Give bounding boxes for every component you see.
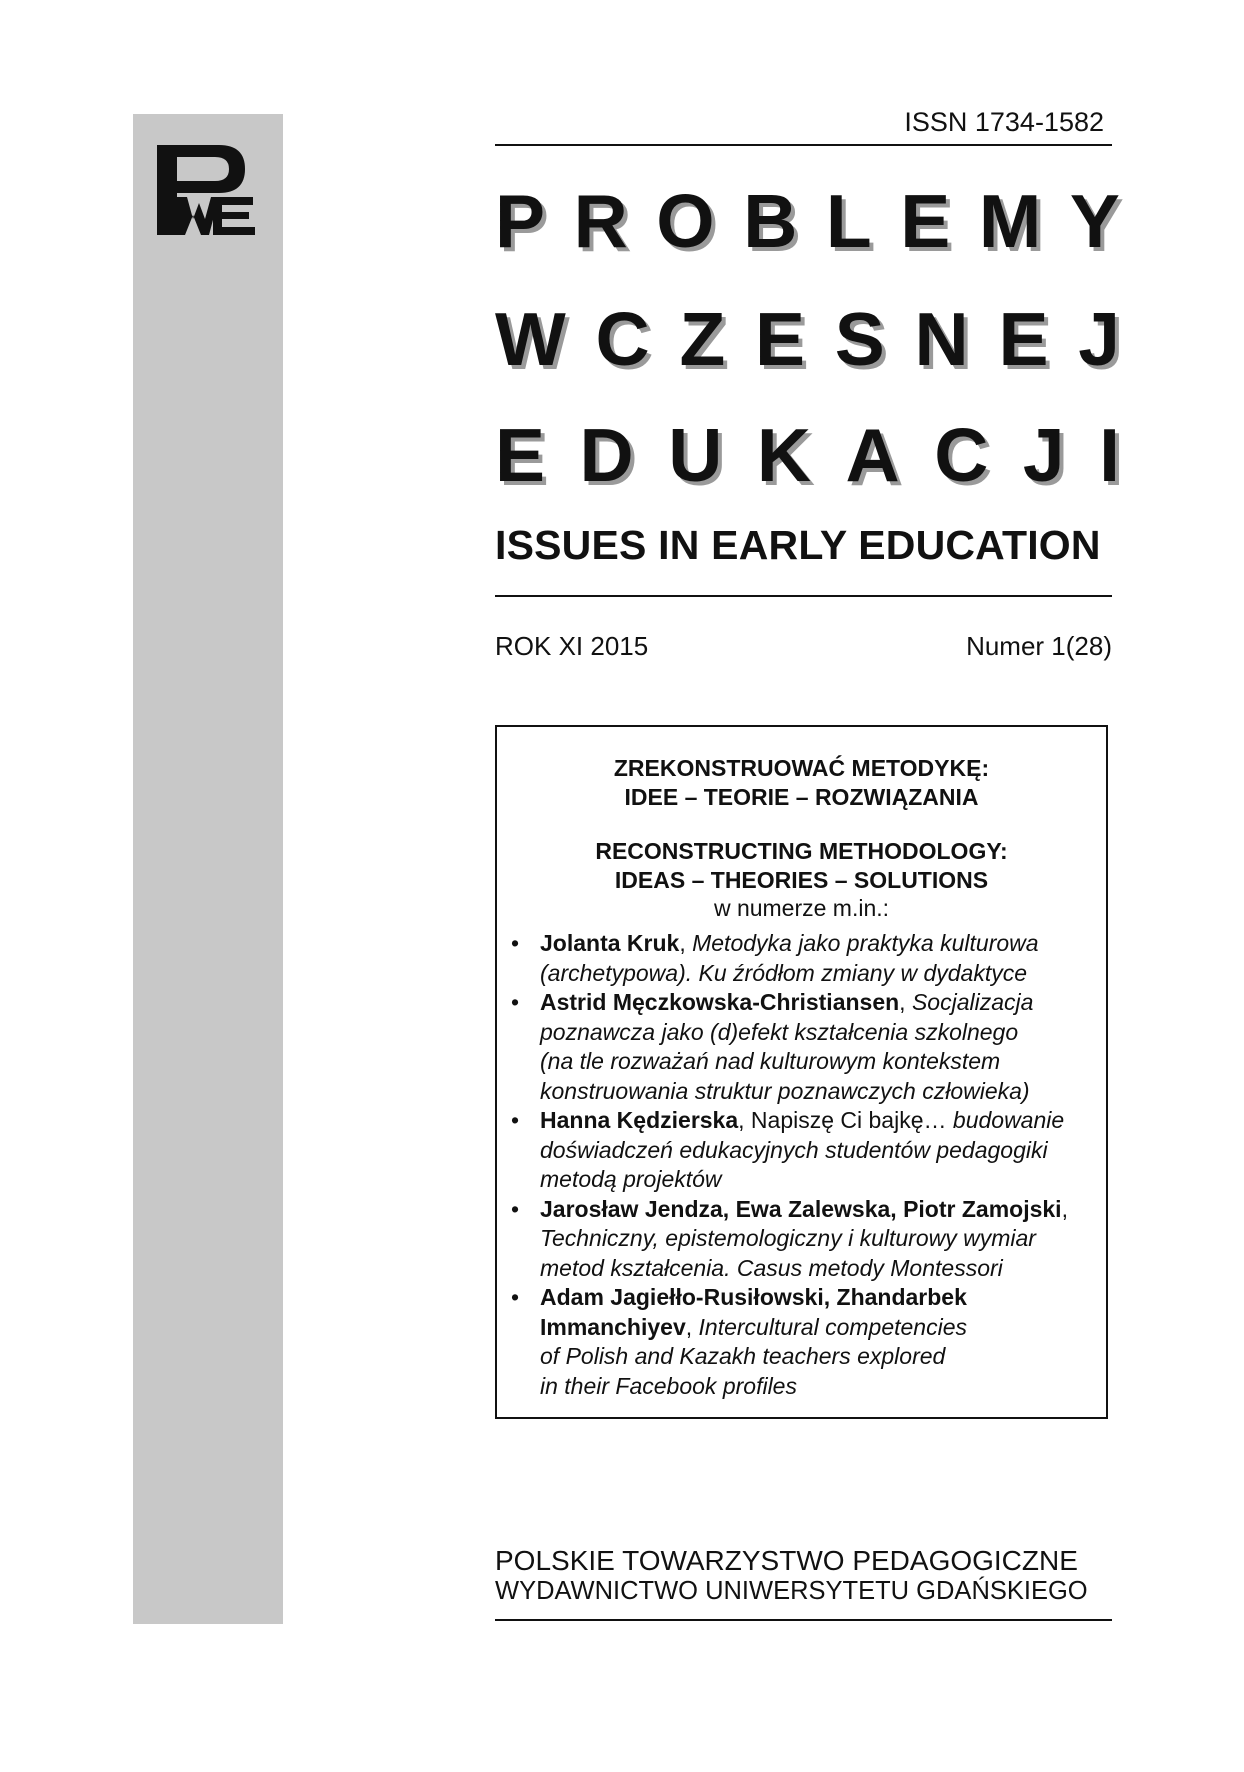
title-letter: L [825,179,872,263]
article-title: of Polish and Kazakh teachers explored [540,1343,946,1369]
heading-en-1: RECONSTRUCTING METHODOLOGY: [595,838,1008,864]
article-author: Immanchiyev [540,1313,686,1340]
heading-pl-2: IDEE – TEORIE – ROZWIĄZANIA [624,784,979,810]
cover-side-band [133,114,283,1624]
bottom-rule [495,1619,1112,1621]
title-letter: I [1099,413,1120,497]
volume-year: ROK XI 2015 [495,631,649,661]
list-item [511,1283,1101,1401]
top-rule [495,144,1112,146]
title-line-3 [495,412,1120,498]
title-letter: R [573,179,628,263]
title-letter: E [998,297,1049,381]
title-letter: C [595,297,650,381]
title-letter: K [756,413,812,497]
bullet: • [511,1284,520,1310]
title-letter: S [834,297,885,381]
subtitle-rule [495,595,1112,597]
title-letter: A [845,413,900,497]
title-letter: E [900,179,951,263]
article-title: metod kształcenia. Casus metody Montessori [540,1254,1003,1281]
bullet: • [511,1195,520,1222]
title-line-1 [495,178,1120,264]
issn: ISSN 1734-1582 [904,107,1104,137]
title-letter: W [495,297,566,381]
heading-pl-1: ZREKONSTRUOWAĆ METODYKĘ: [613,755,990,781]
title-letter: Y [1069,179,1120,263]
article-title-plain: Napiszę Ci bajkę… [750,1107,947,1133]
title-letter: J [1022,413,1065,497]
title-letter: E [495,413,546,497]
list-item [511,929,1101,988]
article-author: Jarosław Jendza, Ewa Zalewska, Piotr Zamojski [540,1195,1062,1222]
title-letter: D [579,413,634,497]
title-letter: B [743,179,798,263]
article-title: poznawcza jako (d)efekt kształcenia szkolnego [540,1018,1019,1045]
article-title: (na tle rozważań nad kulturowym kontekstem [540,1048,1001,1074]
title-letter: P [495,179,546,263]
article-title: Socjalizacja [911,989,1034,1015]
publisher-press: WYDAWNICTWO UNIWERSYTETU GDAŃSKIEGO [495,1577,1088,1605]
title-letter: Z [679,297,726,381]
article-author: Jolanta Kruk [540,930,680,956]
heading-en-2: IDEAS – THEORIES – SOLUTIONS [614,867,989,893]
title-letter: C [934,413,989,497]
separator: , [679,930,693,956]
title-letter: E [755,297,806,381]
title-letter: U [668,413,723,497]
article-title: in their Facebook profiles [540,1372,797,1399]
article-title: (archetypowa). Ku źródłom zmiany w dydaktyce [540,959,1028,986]
article-title: doświadczeń edukacyjnych studentów pedagogiki [540,1136,1048,1163]
publisher-logo [157,145,255,235]
list-item [511,988,1101,1106]
in-this-issue: w numerze m.in.: [713,895,890,921]
list-item [511,1195,1101,1284]
separator: , [685,1313,699,1340]
separator: , [738,1107,751,1133]
article-title: konstruowania struktur poznawczych człowieka) [540,1077,1030,1104]
bullet: • [511,1107,520,1133]
separator: , [899,989,912,1015]
issue-number: Numer 1(28) [966,631,1112,661]
publisher-society: POLSKIE TOWARZYSTWO PEDAGOGICZNE [495,1545,1078,1576]
article-title: metodą projektów [540,1166,722,1192]
separator: , [1061,1195,1068,1222]
article-author: Adam Jagiełło-Rusiłowski, Zhandarbek [540,1284,967,1310]
article-list [511,929,1101,1401]
bullet: • [511,989,520,1015]
article-author: Astrid Męczkowska-Christiansen [540,989,900,1015]
article-author: Hanna Kędzierska [540,1107,739,1133]
list-item [511,1106,1101,1195]
title-letter: N [914,297,969,381]
title-letter: J [1078,297,1120,381]
title-letter: O [656,179,715,263]
title-letter: M [978,179,1042,263]
bullet: • [511,930,520,956]
contents-box [495,725,1108,1419]
article-title: Metodyka jako praktyka kulturowa [692,930,1039,956]
english-subtitle: ISSUES IN EARLY EDUCATION [495,522,1101,568]
article-title: Techniczny, epistemologiczny i kulturowy wymiar [540,1225,1036,1251]
title-line-2 [495,296,1120,382]
article-title: budowanie [946,1107,1065,1133]
article-title: Intercultural competencies [698,1313,967,1340]
